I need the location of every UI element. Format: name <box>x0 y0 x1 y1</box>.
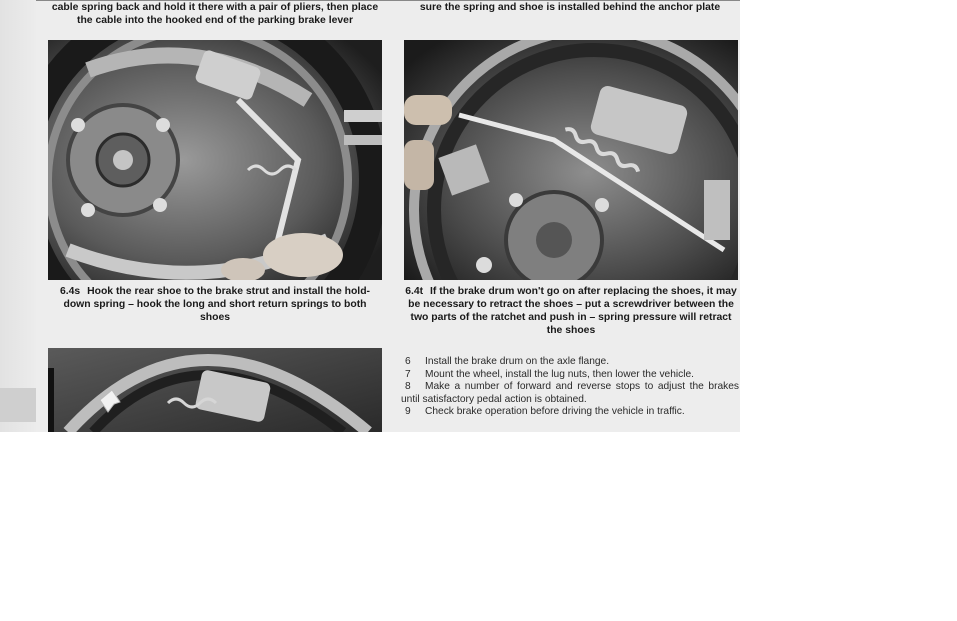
caption-top-right: sure the spring and shoe is installed behind the anchor plate <box>419 2 721 13</box>
caption-fig-6-4t <box>404 285 738 337</box>
ratchet-photo-illustration <box>404 40 738 280</box>
photo-retract-shoes-screwdriver <box>404 40 738 280</box>
photo-brake-shoe-strut <box>48 40 382 280</box>
figure-caption-text: If the brake drum won't go on after replacing the shoes, it may be necessary to retract the shoes – put a screwdriver between the two parts of the ratchet and push in – spring pressure will retract the shoes <box>408 286 737 336</box>
figure-caption-text: Hook the rear shoe to the brake strut and install the hold-down spring – hook the long and short return springs to both shoes <box>63 286 371 323</box>
procedure-steps <box>401 356 739 419</box>
photo-brake-assembly-lower <box>48 348 382 432</box>
step-7: 7 Mount the wheel, install the lug nuts, then lower the vehicle. <box>405 368 694 380</box>
caption-fig-6-4s <box>48 285 382 324</box>
page-margin-strip <box>0 0 36 432</box>
step-9: 9 Check brake operation before driving the vehicle in traffic. <box>405 406 685 418</box>
caption-top-left: cable spring back and hold it there with a pair of pliers, then place the cable into the hooked end of the parking brake lever <box>51 2 379 26</box>
lower-photo-illustration <box>48 348 382 432</box>
brake-assembly-photo-illustration <box>48 40 382 280</box>
step-6: 6 Install the brake drum on the axle flange. <box>405 356 610 367</box>
step-8: 8 Make a number of forward and reverse stops to adjust the brakes until satisfactory pedal action is obtained. <box>401 381 739 405</box>
page-edge-tab <box>0 388 36 422</box>
figure-number: 6.4s <box>59 286 81 297</box>
figure-number: 6.4t <box>405 286 424 297</box>
